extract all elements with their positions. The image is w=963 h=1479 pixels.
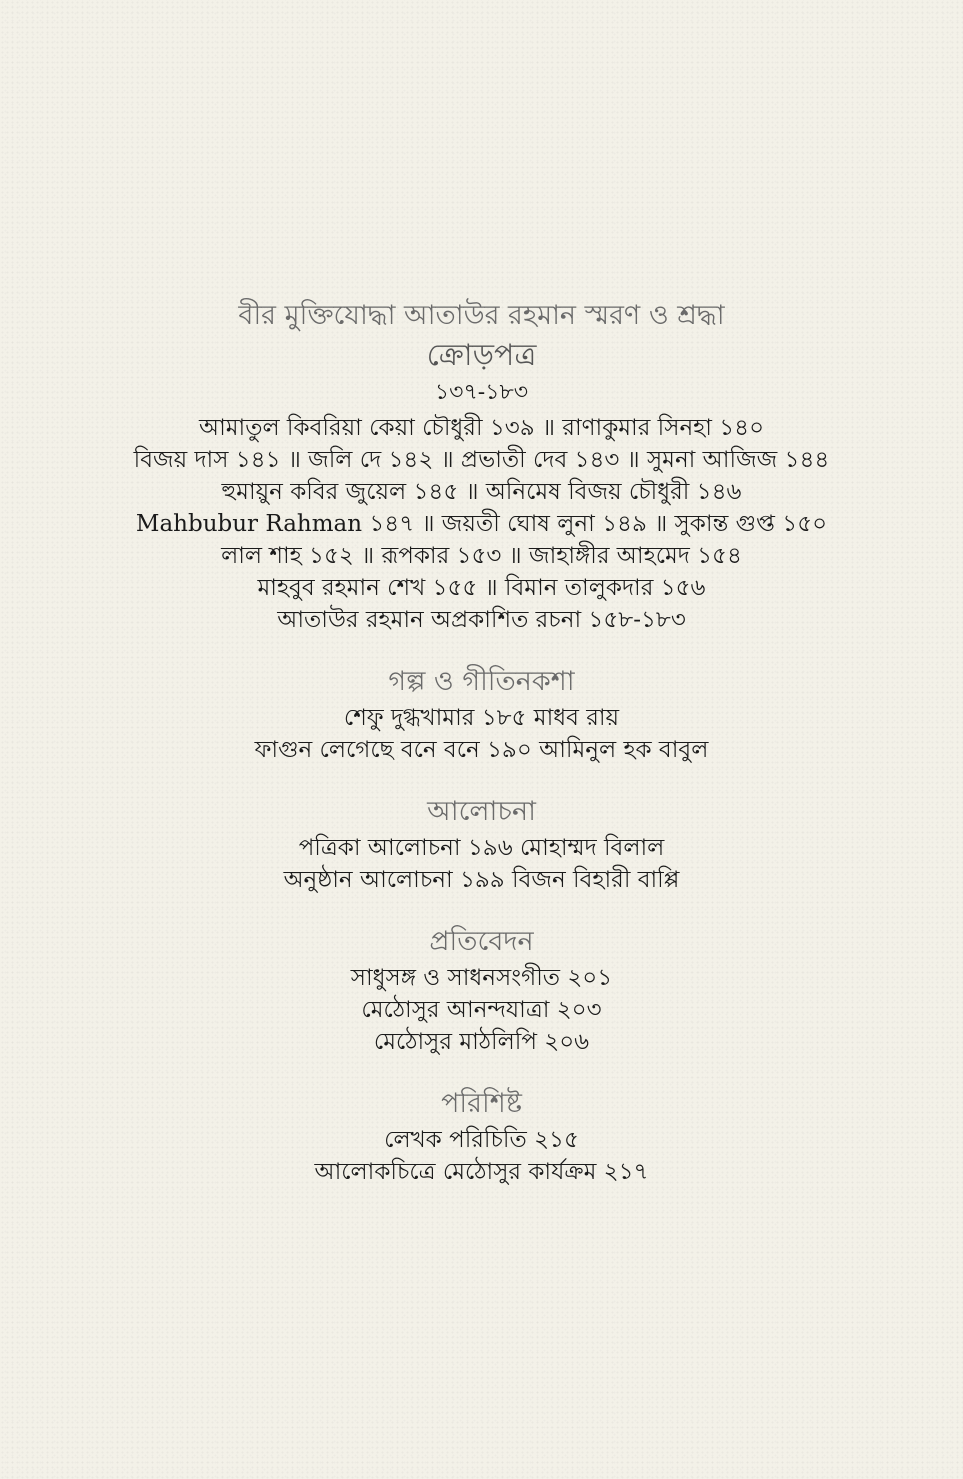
section-title: গল্প ও গীতিনকশা [388,666,575,697]
section-tribute [0,296,963,636]
toc-line: হুমায়ুন কবির জুয়েল ১৪৫ ॥ অনিমেষ বিজয় চৌধুরী ১৪৬ [221,479,742,505]
section-appendix [0,1084,963,1188]
toc-line: ফাগুন লেগেছে বনে বনে ১৯০ আমিনুল হক বাবুল [254,737,709,763]
toc-line: আলোকচিত্রে মেঠোসুর কার্যক্রম ২১৭ [314,1159,649,1185]
table-of-contents [0,296,963,1188]
section-report [0,922,963,1058]
toc-line: আতাউর রহমান অপ্রকাশিত রচনা ১৫৮-১৮৩ [277,607,686,633]
toc-line: পত্রিকা আলোচনা ১৯৬ মোহাম্মদ বিলাল [298,835,665,861]
section-story [0,662,963,766]
toc-line: মাহবুব রহমান শেখ ১৫৫ ॥ বিমান তালুকদার ১৫৬ [257,575,706,601]
toc-line: মেঠোসুর মাঠলিপি ২০৬ [373,1029,590,1055]
toc-line: মেঠোসুর আনন্দযাত্রা ২০৩ [361,997,602,1023]
toc-line: অনুষ্ঠান আলোচনা ১৯৯ বিজন বিহারী বাপ্পি [283,867,680,893]
toc-line: বিজয় দাস ১৪১ ॥ জলি দে ১৪২ ॥ প্রভাতী দেব ১৪৩ ॥ সুমনা আজিজ ১৪৪ [133,447,830,473]
toc-line: সাধুসঙ্গ ও সাধনসংগীত ২০১ [350,965,613,991]
section-review [0,792,963,896]
section-title: প্রতিবেদন [429,926,534,957]
section-title: আলোচনা [427,796,536,827]
toc-line: আমাতুল কিবরিয়া কেয়া চৌধুরী ১৩৯ ॥ রাণাকুমার সিনহা ১৪০ [198,415,765,441]
toc-line: লাল শাহ ১৫২ ॥ রূপকার ১৫৩ ॥ জাহাঙ্গীর আহমেদ ১৫৪ [221,543,742,569]
section-heading: বীর মুক্তিযোদ্ধা আতাউর রহমান স্মরণ ও শ্রদ্ধা [238,300,725,331]
section-title: ক্রোড়পত্র [426,338,537,373]
page-range: ১৩৭-১৮৩ [434,380,529,405]
toc-line: Mahbubur Rahman ১৪৭ ॥ জয়তী ঘোষ লুনা ১৪৯ ॥ সুকান্ত গুপ্ত ১৫০ [135,511,828,537]
section-title: পরিশিষ্ট [441,1088,522,1119]
toc-line: লেখক পরিচিতি ২১৫ [384,1127,579,1153]
toc-line: শেফু দুগ্ধখামার ১৮৫ মাধব রায় [343,705,620,731]
